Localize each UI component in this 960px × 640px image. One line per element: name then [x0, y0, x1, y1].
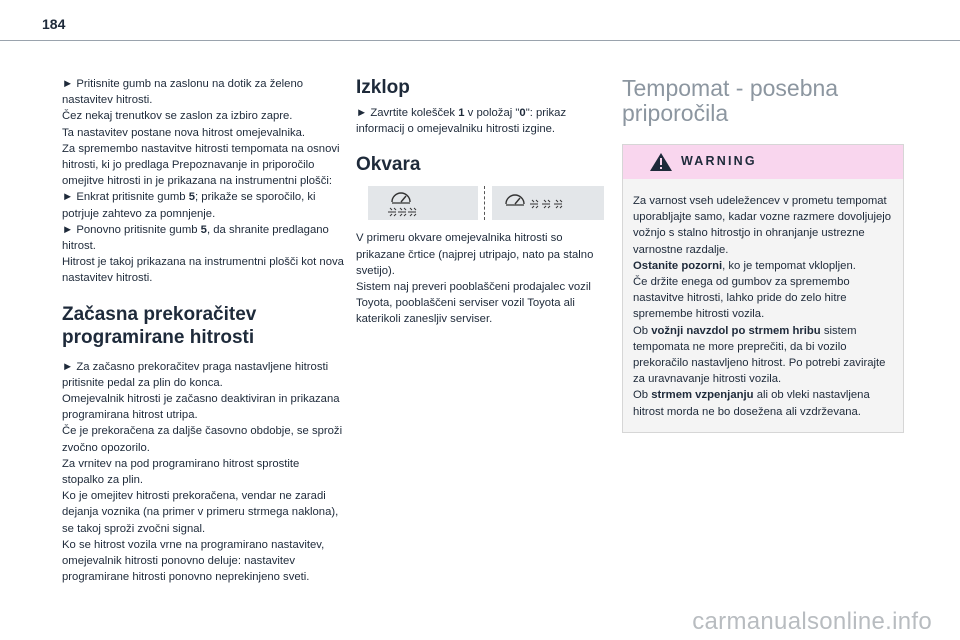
warning-para-4: Ob strmem vzpenjanju ali ob vleki nastavljena hitrost morda ne bo dosežena ali vzdrževana. [633, 389, 870, 418]
heading-off: Izklop [356, 77, 410, 98]
watermark: carmanualsonline.info [692, 608, 932, 635]
heading-fault: Okvara [356, 154, 421, 176]
warning-title: WARNING [681, 154, 757, 168]
speed-limiter-dashes-steady-icon [492, 186, 604, 220]
warning-para-3: Ob vožnji navzdol po strmem hribu sistem tempomata ne more preprečiti, da bi vozilo prekoračilo nastavljeno hitrost. Po potrebi zavirajte za uravnavanje hitrosti vozila. [633, 324, 886, 386]
warning-triangle-icon [649, 152, 673, 172]
right-column [622, 76, 902, 433]
warning-body [623, 179, 903, 432]
warning-header [623, 145, 903, 179]
off-text: ► Zavrtite kolešček 1 v položaj "0": prikaz informacij o omejevalniku hitrosti izgine. [356, 107, 567, 136]
fault-divider [484, 186, 485, 220]
warning-box [622, 144, 904, 433]
warning-para-1: Za varnost vseh udeležencev v prometu tempomat uporabljajte samo, kadar vozne razmere dovoljujejo vožnjo s stalno hitrostjo in ohranjanje ustrezne varnostne razdalje. [633, 195, 892, 256]
warning-para-2: Ostanite pozorni, ko je tempomat vklopljen. Če držite enega od gumbov za spremembo nastavitve hitrosti, lahko pride do zelo hitre spremembe hitrosti vozila. [633, 259, 856, 321]
left-para-1: ► Pritisnite gumb na zaslonu na dotik za želeno nastavitev hitrosti. Čez nekaj trenutkov se zaslon za izbiro zapre. Ta nastavitev postane nova hitrost omejevalnika. Za spremembo nastavitve hitrosti tempomata na osnovi hitrosti, ki jo predlaga Prepoznavanje in priporočilo omejitve hitrosti in je prikazana na instrumentni plošči: [62, 78, 340, 188]
heading-temporary-override: Začasna prekoračitev programirane hitrosti [62, 303, 257, 348]
left-para-2: ► Enkrat pritisnite gumb 5; prikaže se sporočilo, ki potrjuje zahtevo za pomnjenje. [62, 191, 316, 220]
fault-display-panel-1 [368, 186, 478, 220]
left-para-4: ► Za začasno prekoračitev praga nastavljene hitrosti pritisnite pedal za plin do konca. Omejevalnik hitrosti je začasno deaktiviran in prikazana programirana hitrost utripa. Če je prekoračena za daljše časovno obdobje, se sproži zvočno opozorilo. Za vrnitev na pod programirano hitrost sprostite stopalko za plin. Ko je omejitev hitrosti prekoračena, vendar ne zaradi dejanja voznika (na primer v primeru strmega naklona), se takoj sproži zvočni signal. Ko se hitrost vozila vrne na programirano nastavitev, omejevalnik hitrosti ponovno deluje: nastavitev programirane hitrosti ponovno neprekinjeno sveti. [62, 360, 343, 584]
left-column [62, 76, 344, 585]
fault-display-panel-2 [492, 186, 604, 220]
heading-cruise-control-recommendations: Tempomat - posebna priporočila [622, 75, 839, 126]
middle-column [356, 76, 606, 328]
fault-display-illustrations [356, 186, 606, 220]
fault-text: V primeru okvare omejevalnika hitrosti so prikazane črtice (najprej utripajo, nato pa stalno svetijo). Sistem naj preveri pooblaščeni prodajalec vozil Toyota, pooblaščeni serviser vozil Toyota ali katerikoli zanesljiv serviser. [356, 232, 594, 326]
header-rule [0, 40, 960, 41]
speed-limiter-dashes-icon [368, 186, 478, 220]
page-number: 184 [42, 16, 66, 32]
left-para-3: ► Ponovno pritisnite gumb 5, da shranite predlagano hitrost. Hitrost je takoj prikazana na instrumentni plošči kot nova nastavitev hitrosti. [62, 223, 344, 285]
